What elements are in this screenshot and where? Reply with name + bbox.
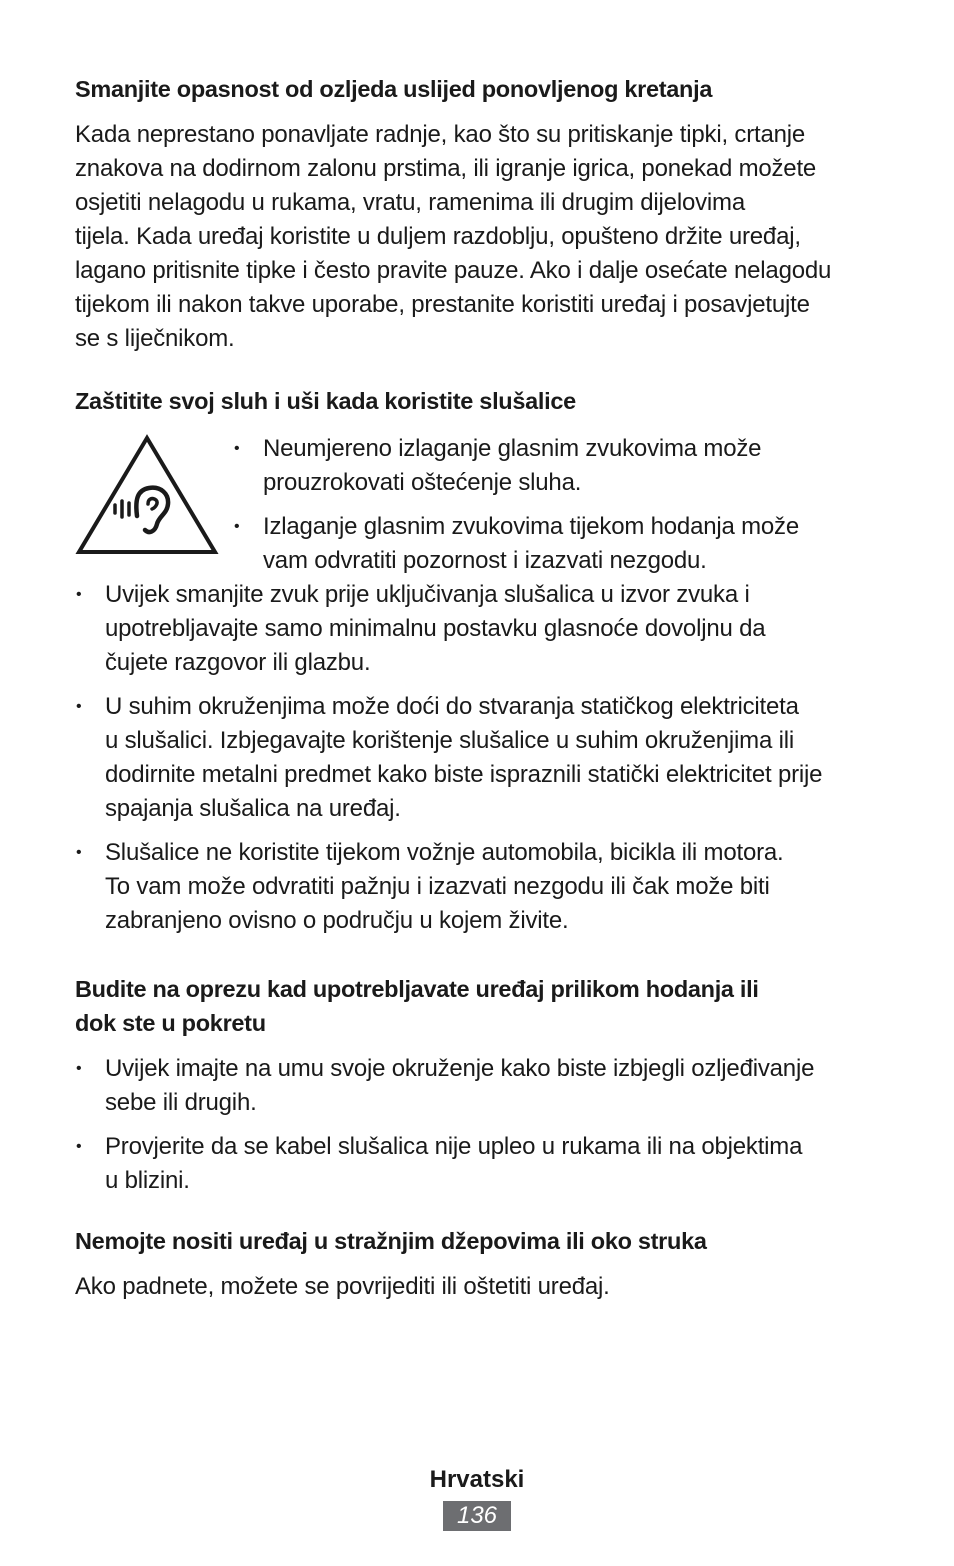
heading-line: Budite na oprezu kad upotrebljavate uređaj prilikom hodanja ili [75,976,759,1002]
section-heading [75,972,814,1040]
text-line: prouzrokovati oštećenje sluha. [263,469,582,496]
section-heading: Nemojte nositi uređaj u stražnjim džepovima ili oko struka [75,1228,707,1254]
bullet-list [75,1052,814,1198]
section-paragraph: Ako padnete, možete se povrijediti ili oštetiti uređaj. [75,1273,610,1300]
heading-line: dok ste u pokretu [75,1010,266,1036]
text-line: Uvijek imajte na umu svoje okruženje kako biste izbjegli ozljeđivanje [105,1055,815,1082]
list-item [75,1130,814,1198]
text-line: osjetiti nelagodu u rukama, vratu, ramenima ili drugim dijelovima [75,189,745,216]
text-line: se s liječnikom. [75,325,235,352]
list-item [233,432,883,500]
section-repetitive-motion [75,72,831,356]
list-item [75,1052,814,1120]
text-line: u blizini. [105,1167,190,1194]
page-footer [0,1463,954,1531]
section-walking-caution [75,972,814,1208]
text-line: Neumjereno izlaganje glasnim zvukovima može [263,435,762,462]
section-heading: Zaštitite svoj sluh i uši kada koristite slušalice [75,388,576,414]
text-line: sebe ili drugih. [105,1089,257,1116]
text-line: Izlaganje glasnim zvukovima tijekom hodanja može [263,513,800,540]
text-line: znakova na dodirnom zalonu prstima, ili igranje igrica, ponekad možete [75,155,817,182]
text-line: U suhim okruženjima može doći do stvaranja statičkog elektriciteta [105,693,799,720]
text-line: Uvijek smanjite zvuk prije uključivanja slušalica u izvor zvuka i [105,581,750,608]
text-line: dodirnite metalni predmet kako biste ispraznili statički elektricitet prije [105,761,823,788]
warning-bullet-list [233,432,883,588]
section-hearing-protection [75,384,822,948]
text-line: čujete razgovor ili glazbu. [105,649,371,676]
section-back-pocket [75,1224,707,1304]
text-line: u slušalici. Izbjegavajte korištenje slušalice u suhim okruženjima ili [105,727,794,754]
text-line: Slušalice ne koristite tijekom vožnje automobila, bicikla ili motora. [105,839,784,866]
section-paragraph [75,118,831,356]
section-heading: Smanjite opasnost od ozljeda uslijed ponovljenog kretanja [75,76,713,102]
text-line: tijekom ili nakon takve uporabe, prestanite koristiti uređaj i posavjetujte [75,291,810,318]
page-number-badge: 136 [443,1501,511,1531]
hearing-warning-icon [75,434,219,558]
text-line: tijela. Kada uređaj koristite u duljem razdoblju, opušteno držite uređaj, [75,223,801,250]
list-item [75,690,822,826]
hearing-warning-row [75,432,822,574]
list-item [233,510,883,578]
text-line: spajanja slušalica na uređaj. [105,795,401,822]
text-line: upotrebljavajte samo minimalnu postavku glasnoće dovoljnu da [105,615,766,642]
text-line: To vam može odvratiti pažnju i izazvati nezgodu ili čak može biti [105,873,770,900]
list-item [75,836,822,938]
text-line: zabranjeno ovisno o području u kojem živite. [105,907,569,934]
language-label: Hrvatski [429,1466,525,1493]
text-line: Kada neprestano ponavljate radnje, kao što su pritiskanje tipki, crtanje [75,121,806,148]
text-line: Provjerite da se kabel slušalica nije upleo u rukama ili na objektima [105,1133,803,1160]
text-line: vam odvratiti pozornost i izazvati nezgodu. [263,547,707,574]
list-item [75,578,822,680]
text-line: lagano pritisnite tipke i često pravite pauze. Ako i dalje osećate nelagodu [75,257,832,284]
bullet-list [75,578,822,938]
